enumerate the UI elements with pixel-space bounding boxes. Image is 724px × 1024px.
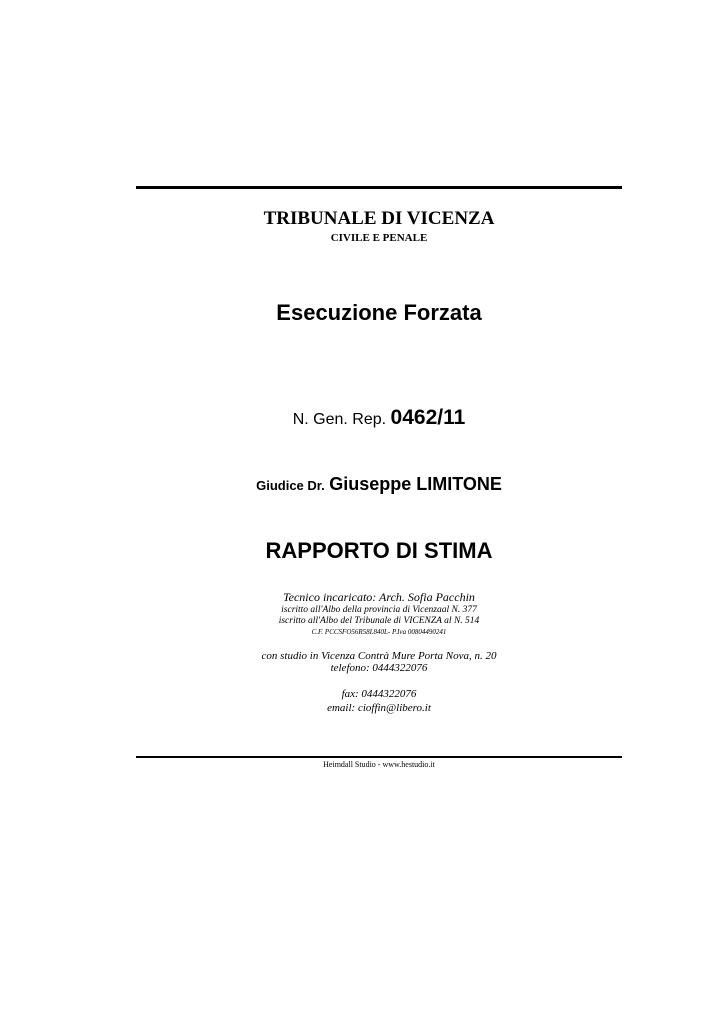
judge-line	[136, 474, 622, 495]
albo-province: iscritto all'Albo della provincia di Vicenzaal N. 377	[281, 605, 477, 615]
rep-number: 0462/11	[390, 406, 466, 429]
report-title: RAPPORTO DI STIMA	[265, 538, 493, 563]
bottom-rule	[136, 756, 622, 758]
tax-codes: C.F. PCCSFO56R58L840L- P.Iva 00804490241	[311, 628, 447, 636]
judge-name: Giuseppe LIMITONE	[329, 474, 502, 494]
studio-address: con studio in Vicenza Contrà Mure Porta Nova, n. 20	[261, 650, 497, 662]
judge-label: Giudice Dr.	[256, 478, 325, 493]
footer-text: Heimdall Studio - www.hestudio.it	[323, 760, 435, 769]
procedure-type: Esecuzione Forzata	[276, 300, 482, 325]
technician-assigned: Tecnico incaricato: Arch. Sofia Pacchin	[283, 590, 475, 604]
top-rule	[136, 186, 622, 189]
albo-tribunal: iscritto all'Albo del Tribunale di VICENZA al N. 514	[278, 616, 480, 626]
fax: fax: 0444322076	[341, 688, 417, 700]
rep-number-line	[136, 406, 622, 430]
court-title: TRIBUNALE DI VICENZA	[263, 208, 495, 229]
email: email: cioffin@libero.it	[327, 702, 431, 714]
rep-label: N. Gen. Rep.	[292, 411, 387, 428]
court-subtitle: CIVILE E PENALE	[330, 232, 428, 244]
phone: telefono: 0444322076	[330, 662, 428, 674]
